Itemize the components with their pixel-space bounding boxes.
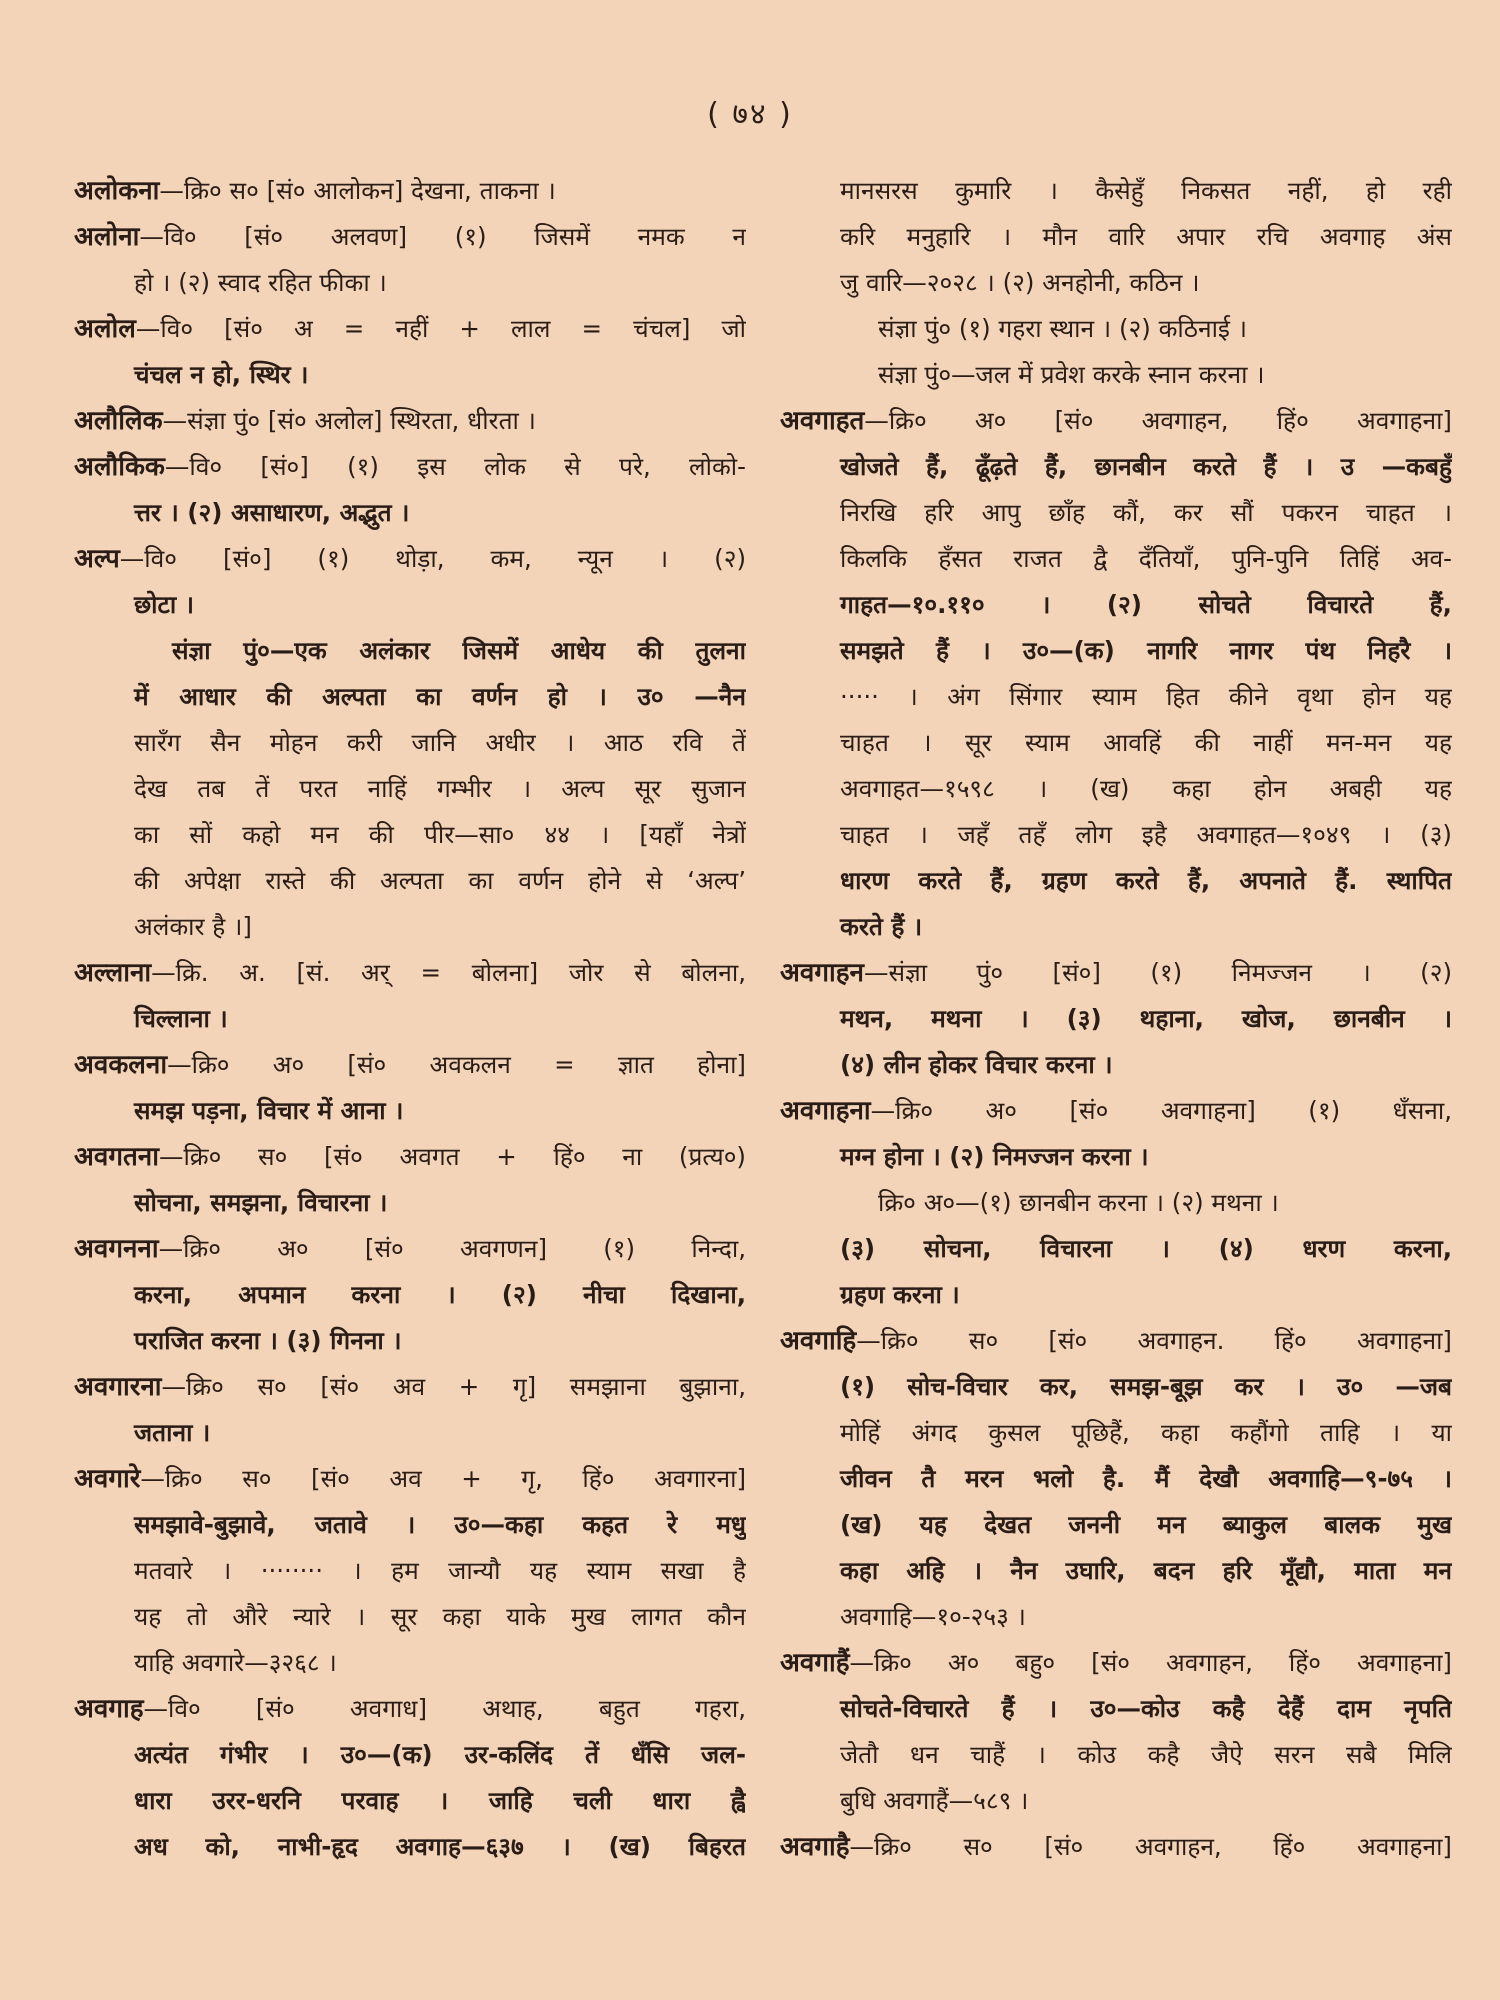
entry-text: धारण करते हैं, ग्रहण करते हैं, अपनाते हैं. स्थापित (840, 866, 1452, 895)
entry-text: त्तर । (२) असाधारण, अद्भुत । (134, 498, 410, 527)
entry-text: —क्रि० अ० [सं० अवगणन] (१) निन्दा, (158, 1234, 746, 1263)
entry-text: अत्यंत गंभीर । उ०—(क) उर-कलिंद तें धँसि जल- (134, 1740, 746, 1769)
entry-text: —क्रि० स० [सं० अव + गृ] समझाना बुझाना, (161, 1372, 746, 1401)
entry-text: जीवन तै मरन भलो है. मैं देखौ अवगाहि—९-७५ । (840, 1464, 1452, 1493)
entry-text: —क्रि० स० [सं० अवगाहन. हिं० अवगाहना] (856, 1326, 1452, 1355)
text-line (780, 1410, 1452, 1456)
entry-line (74, 536, 746, 582)
entry-headword: अलौकिक (74, 452, 165, 482)
entry-line (74, 168, 746, 214)
right-column (780, 168, 1452, 1870)
text-line (780, 352, 1452, 398)
entry-line (780, 1640, 1452, 1686)
entry-text: संज्ञा पुं०—जल में प्रवेश करके स्नान करना । (878, 360, 1265, 389)
text-line (74, 1732, 746, 1778)
entry-text: —वि० [सं०] (१) इस लोक से परे, लोको- (164, 452, 746, 481)
text-line (74, 812, 746, 858)
text-line (780, 490, 1452, 536)
text-line (780, 260, 1452, 306)
text-line (780, 1272, 1452, 1318)
entry-text: याहि अवगारे—३२६८ । (134, 1648, 337, 1677)
entry-text: समझ पड़ना, विचार में आना । (134, 1096, 404, 1125)
entry-text: की अपेक्षा रास्ते की अल्पता का वर्णन होने से ‘अल्प’ (134, 866, 746, 895)
entry-text: गाहत—१०.११० । (२) सोचते विचारते हैं, (840, 590, 1452, 619)
text-line (780, 812, 1452, 858)
entry-text: —क्रि० स० [सं० अवगाहन, हिं० अवगाहना] (849, 1832, 1452, 1861)
entry-text: हो । (२) स्वाद रहित फीका । (134, 268, 387, 297)
text-line (780, 536, 1452, 582)
entry-headword: अवकलना (74, 1050, 168, 1080)
text-line (780, 1502, 1452, 1548)
entry-text: अध को, नाभी-हृद अवगाह—६३७ । (ख) बिहरत (134, 1832, 746, 1861)
entry-text: संज्ञा पुं० (१) गहरा स्थान । (२) कठिनाई । (878, 314, 1248, 343)
entry-text: मग्न होना । (२) निमज्जन करना । (840, 1142, 1149, 1171)
entry-text: चाहत । जहँ तहँ लोग इहै अवगाहत—१०४९ । (३) (840, 820, 1452, 849)
entry-text: समझावे-बुझावे, जतावे । उ०—कहा कहत रे मधु (134, 1510, 746, 1539)
text-line (74, 490, 746, 536)
entry-line (780, 950, 1452, 996)
text-line (74, 1272, 746, 1318)
entry-text: चाहत । सूर स्याम आवहिं की नाहीं मन-मन यह (840, 728, 1452, 757)
text-line (780, 306, 1452, 352)
entry-text: किलकि हँसत राजत द्वै दँतियाँ, पुनि-पुनि तिहिं अव- (840, 544, 1452, 573)
entry-line (74, 306, 746, 352)
entry-line (74, 398, 746, 444)
entry-text: सोचना, समझना, विचारना । (134, 1188, 388, 1217)
entry-text: अवगाहत—१५९८ । (ख) कहा होन अबही यह (840, 774, 1452, 803)
entry-line (780, 398, 1452, 444)
entry-text: सोचते-विचारते हैं । उ०—कोउ कहै देहैं दाम नृपति (840, 1694, 1452, 1723)
text-line (74, 858, 746, 904)
entry-headword: अलोल (74, 314, 136, 344)
text-line (780, 720, 1452, 766)
text-line (74, 720, 746, 766)
entry-text: (१) सोच-विचार कर, समझ-बूझ कर । उ० —जब (840, 1372, 1452, 1401)
entry-text: —वि० [सं०] (१) थोड़ा, कम, न्यून । (२) (119, 544, 746, 573)
entry-line (74, 1226, 746, 1272)
entry-text: समझते हैं । उ०—(क) नागरि नागर पंथ निहरै । (840, 636, 1452, 665)
entry-text: —संज्ञा पुं० [सं०] (१) निमज्जन । (२) (863, 958, 1452, 987)
entry-text: (ख) यह देखत जननी मन ब्याकुल बालक मुख (840, 1510, 1452, 1539)
entry-headword: अवगाहै (780, 1832, 850, 1862)
left-column (74, 168, 746, 1870)
entry-text: चिल्लाना । (134, 1004, 228, 1033)
entry-line (74, 1456, 746, 1502)
text-line (780, 766, 1452, 812)
entry-line (74, 1364, 746, 1410)
entry-text: —क्रि. अ. [सं. अर् = बोलना] जोर से बोलना, (151, 958, 746, 987)
entry-text: जेतौ धन चाहैं । कोउ कहै जैऐ सरन सबै मिलि (840, 1740, 1452, 1769)
text-line (780, 1134, 1452, 1180)
entry-text: यह तो औरे न्यारे । सूर कहा याके मुख लागत कौन (134, 1602, 746, 1631)
entry-line (74, 950, 746, 996)
text-line (780, 858, 1452, 904)
text-line (74, 1410, 746, 1456)
entry-text: का सों कहो मन की पीर—सा० ४४ । [यहाँ नेत्रों (134, 820, 746, 849)
text-line (74, 352, 746, 398)
entry-text: मथन, मथना । (३) थहाना, खोज, छानबीन । (840, 1004, 1452, 1033)
entry-text: छोटा । (134, 590, 195, 619)
entry-text: —क्रि० अ० [सं० अवगाहना] (१) धँसना, (870, 1096, 1452, 1125)
text-line (780, 214, 1452, 260)
text-line (74, 996, 746, 1042)
entry-text: देख तब तें परत नाहिं गम्भीर । अल्प सूर सुजान (134, 774, 746, 803)
text-line (74, 1640, 746, 1686)
text-line (780, 904, 1452, 950)
text-line (780, 1778, 1452, 1824)
text-line (780, 628, 1452, 674)
entry-headword: अवगाहना (780, 1096, 871, 1126)
entry-line (74, 1042, 746, 1088)
entry-text: मोहिं अंगद कुसल पूछिहैं, कहा कहौंगो ताहि । या (840, 1418, 1452, 1447)
entry-headword: अवगाह (74, 1694, 144, 1724)
text-line (780, 1042, 1452, 1088)
entry-text: जु वारि—२०२८ । (२) अनहोनी, कठिन । (840, 268, 1200, 297)
entry-text: बुधि अवगाहैं—५८९ । (840, 1786, 1029, 1815)
entry-text: (३) सोचना, विचारना । (४) धरण करना, (840, 1234, 1452, 1263)
entry-line (780, 1824, 1452, 1870)
text-line (74, 1502, 746, 1548)
entry-text: अलंकार है ।] (134, 912, 252, 941)
entry-text: मानसरस कुमारि । कैसेहुँ निकसत नहीं, हो रही (840, 176, 1452, 205)
entry-headword: अलोना (74, 222, 140, 252)
entry-line (74, 214, 746, 260)
entry-text: —वि० [सं० अ = नहीं + लाल = चंचल] जो (135, 314, 746, 343)
entry-headword: अवगाहैं (780, 1648, 850, 1678)
entry-text: —वि० [सं० अवगाध] अथाह, बहुत गहरा, (143, 1694, 746, 1723)
entry-text: संज्ञा पुं०—एक अलंकार जिसमें आधेय की तुलना (172, 636, 746, 665)
entry-text: क्रि० अ०—(१) छानबीन करना । (२) मथना । (878, 1188, 1279, 1217)
entry-text: जताना । (134, 1418, 211, 1447)
entry-headword: अवगनना (74, 1234, 159, 1264)
entry-text: करना, अपमान करना । (२) नीचा दिखाना, (134, 1280, 746, 1309)
text-line (74, 1824, 746, 1870)
entry-text: धारा उरर-धरनि परवाह । जाहि चली धारा ह्वै (134, 1786, 746, 1815)
entry-text: पराजित करना । (३) गिनना । (134, 1326, 402, 1355)
text-line (74, 1594, 746, 1640)
entry-line (74, 444, 746, 490)
text-line (780, 674, 1452, 720)
entry-line (780, 1088, 1452, 1134)
entry-text: सारँग सैन मोहन करी जानि अधीर । आठ रवि तें (134, 728, 746, 757)
entry-text: —क्रि० अ० [सं० अवगाहन, हिं० अवगाहना] (864, 406, 1452, 435)
entry-text: करते हैं । (840, 912, 923, 941)
entry-text: ····· । अंग सिंगार स्याम हित कीने वृथा होन यह (840, 682, 1452, 711)
entry-text: करि मनुहारि । मौन वारि अपार रचि अवगाह अंस (840, 222, 1452, 251)
entry-text: (४) लीन होकर विचार करना । (840, 1050, 1113, 1079)
entry-headword: अलौलिक (74, 406, 163, 436)
entry-text: —क्रि० स० [सं० आलोकन] देखना, ताकना । (159, 176, 556, 205)
text-line (74, 260, 746, 306)
text-line (780, 1456, 1452, 1502)
text-line (74, 674, 746, 720)
entry-text: —संज्ञा पुं० [सं० अलोल] स्थिरता, धीरता । (162, 406, 536, 435)
text-line (74, 1088, 746, 1134)
text-line (780, 582, 1452, 628)
entry-text: —क्रि० स० [सं० अव + गृ, हिं० अवगारना] (140, 1464, 746, 1493)
text-line (74, 582, 746, 628)
text-line (780, 996, 1452, 1042)
page-number: ( ७४ ) (707, 97, 793, 132)
text-line (74, 1318, 746, 1364)
entry-line (780, 1318, 1452, 1364)
entry-text: —क्रि० अ० [सं० अवकलन = ज्ञात होना] (167, 1050, 746, 1079)
text-line (74, 904, 746, 950)
text-line (74, 766, 746, 812)
text-line (780, 1226, 1452, 1272)
entry-text: कहा अहि । नैन उघारि, बदन हरि मूँद्यौ, माता मन (840, 1556, 1452, 1585)
entry-text: —क्रि० स० [सं० अवगत + हिं० ना (प्रत्य०) (158, 1142, 746, 1171)
entry-headword: अवगतना (74, 1142, 159, 1172)
text-line (74, 628, 746, 674)
text-line (780, 1732, 1452, 1778)
entry-text: ग्रहण करना । (840, 1280, 960, 1309)
entry-headword: अवगाहि (780, 1326, 857, 1356)
text-line (780, 168, 1452, 214)
entry-headword: अवगाहन (780, 958, 864, 988)
entry-text: मतवारे । ········ । हम जान्यौ यह स्याम सखा है (134, 1556, 746, 1585)
text-line (74, 1180, 746, 1226)
entry-text: में आधार की अल्पता का वर्णन हो । उ० —नैन (134, 682, 746, 711)
text-line (780, 1364, 1452, 1410)
entry-headword: अवगाहत (780, 406, 865, 436)
text-line (780, 1548, 1452, 1594)
entry-text: चंचल न हो, स्थिर । (134, 360, 309, 389)
entry-text: —वि० [सं० अलवण] (१) जिसमें नमक न (139, 222, 746, 251)
entry-headword: अल्लाना (74, 958, 152, 988)
entry-headword: अवगारना (74, 1372, 162, 1402)
entry-line (74, 1686, 746, 1732)
entry-text: खोजते हैं, ढूँढ़ते हैं, छानबीन करते हैं । उ —कबहुँ (840, 452, 1452, 481)
entry-headword: अल्प (74, 544, 120, 574)
entry-headword: अलोकना (74, 176, 160, 206)
entry-line (74, 1134, 746, 1180)
entry-headword: अवगारे (74, 1464, 141, 1494)
entry-text: —क्रि० अ० बहु० [सं० अवगाहन, हिं० अवगाहना] (849, 1648, 1452, 1677)
text-line (780, 444, 1452, 490)
text-line (780, 1180, 1452, 1226)
text-line (780, 1686, 1452, 1732)
entry-text: अवगाहि—१०-२५३ । (840, 1602, 1026, 1631)
text-line (780, 1594, 1452, 1640)
text-line (74, 1778, 746, 1824)
entry-text: निरखि हरि आपु छाँह कौं, कर सौं पकरन चाहत । (840, 498, 1452, 527)
text-line (74, 1548, 746, 1594)
